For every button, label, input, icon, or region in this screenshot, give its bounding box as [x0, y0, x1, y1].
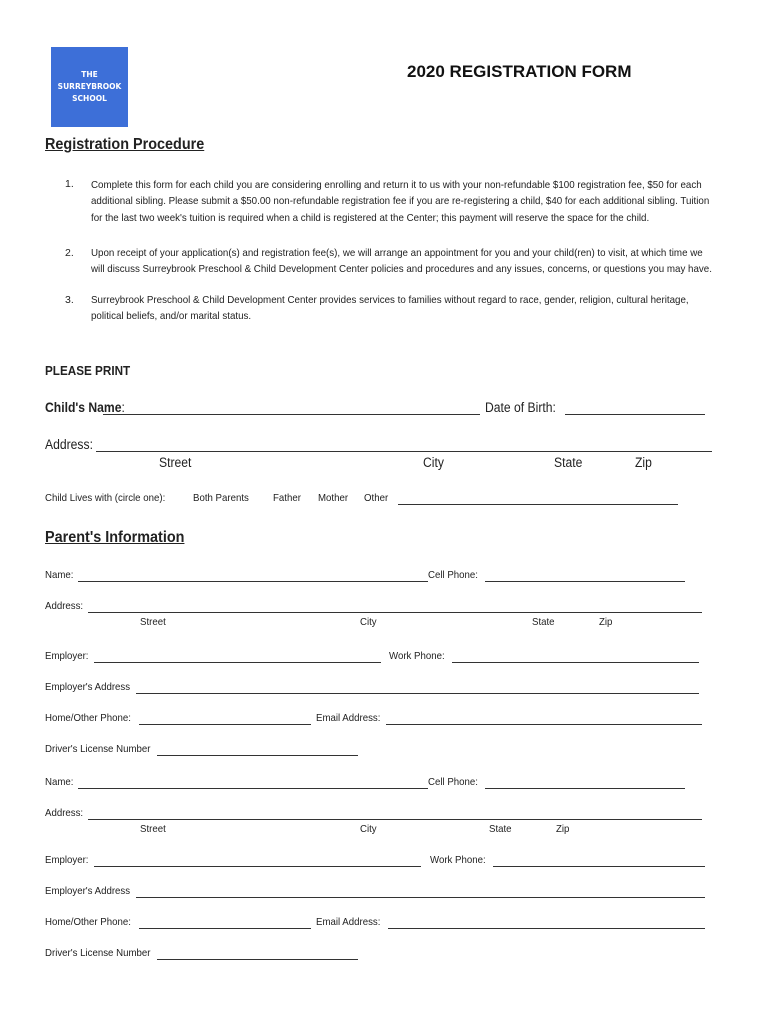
procedure-num-1: 1. [65, 178, 74, 190]
dob-label: Date of Birth: [485, 400, 556, 415]
p2-home-phone-label: Home/Other Phone: [45, 916, 131, 928]
logo-line-3: SCHOOL [72, 94, 107, 103]
p2-email-label: Email Address: [316, 916, 381, 928]
p1-address-label: Address: [45, 600, 84, 612]
child-name-row [45, 400, 125, 415]
dob-field[interactable] [565, 414, 705, 415]
p2-cell-field[interactable] [485, 788, 685, 789]
lives-with-label: Child Lives with (circle one): [45, 492, 166, 504]
p2-state-label: State [489, 823, 512, 835]
option-other[interactable]: Other [364, 492, 389, 504]
p2-email-field[interactable] [388, 928, 705, 929]
parent-heading: Parent's Information [45, 529, 185, 546]
procedure-num-3: 3. [65, 294, 74, 306]
p2-license-field[interactable] [157, 959, 358, 960]
p1-employer-address-field[interactable] [136, 693, 699, 694]
procedure-heading: Registration Procedure [45, 136, 205, 153]
child-name-field[interactable] [103, 414, 480, 415]
p2-name-field[interactable] [78, 788, 428, 789]
page-title: 2020 REGISTRATION FORM [407, 62, 632, 81]
procedure-item-1: Complete this form for each child you are considering enrolling and return it to us with your non-refundable $100 registration fee, $50 for each additional sibling. Please submit a $50.00 non-refundable registration fee if you are re-registering a child, $40 for each additional sibling. Tuition for the last two week's tuition is required when a child is registered at the Center; this payment will reserve the space for the child. [91, 179, 710, 224]
p2-work-phone-field[interactable] [493, 866, 705, 867]
child-address-field[interactable] [96, 451, 712, 452]
p1-state-label: State [532, 616, 555, 628]
p1-home-phone-label: Home/Other Phone: [45, 712, 131, 724]
p1-zip-label: Zip [599, 616, 613, 628]
p1-name-label: Name: [45, 569, 74, 581]
please-print-label: PLEASE PRINT [45, 363, 131, 378]
child-name-label: Child's Name [45, 400, 122, 415]
p2-employer-address-field[interactable] [136, 897, 705, 898]
child-city-label: City [423, 455, 444, 470]
p2-license-label: Driver's License Number [45, 947, 151, 959]
p1-street-label: Street [140, 616, 166, 628]
p1-email-label: Email Address: [316, 712, 381, 724]
p2-name-label: Name: [45, 776, 74, 788]
child-address-label: Address: [45, 437, 93, 452]
p2-city-label: City [360, 823, 377, 835]
p2-work-phone-label: Work Phone: [430, 854, 486, 866]
p2-employer-label: Employer: [45, 854, 89, 866]
procedure-item-3: Surreybrook Preschool & Child Development Center provides services to families without regard to race, gender, religion, cultural heritage, political beliefs, and/or marital status. [91, 294, 689, 323]
p1-employer-address-label: Employer's Address [45, 681, 131, 693]
p2-home-phone-field[interactable] [139, 928, 311, 929]
p2-street-label: Street [140, 823, 166, 835]
p2-employer-address-label: Employer's Address [45, 885, 131, 897]
p2-cell-label: Cell Phone: [428, 776, 478, 788]
other-field[interactable] [398, 504, 678, 505]
child-street-label: Street [159, 455, 192, 470]
p1-cell-label: Cell Phone: [428, 569, 478, 581]
p2-employer-field[interactable] [94, 866, 421, 867]
procedure-num-2: 2. [65, 247, 74, 259]
child-state-label: State [554, 455, 583, 470]
child-name-colon: : [121, 400, 125, 415]
p2-zip-label: Zip [556, 823, 570, 835]
option-both-parents[interactable]: Both Parents [193, 492, 249, 504]
p1-work-phone-label: Work Phone: [389, 650, 445, 662]
p2-address-field[interactable] [88, 819, 702, 820]
p1-employer-field[interactable] [94, 662, 381, 663]
procedure-item-2: Upon receipt of your application(s) and registration fee(s), we will arrange an appointment for you and your child(ren) to visit, at which time we will discuss Surreybrook Preschool & Child Development Center policies and procedures and any issues, concerns, or questions you may have. [91, 247, 712, 276]
p1-email-field[interactable] [386, 724, 702, 725]
p1-address-field[interactable] [88, 612, 702, 613]
p1-employer-label: Employer: [45, 650, 89, 662]
p1-work-phone-field[interactable] [452, 662, 699, 663]
p1-home-phone-field[interactable] [139, 724, 311, 725]
p1-name-field[interactable] [78, 581, 428, 582]
p2-address-label: Address: [45, 807, 84, 819]
school-logo [51, 47, 128, 127]
logo-line-2: SURREYBROOK [57, 82, 122, 91]
option-father[interactable]: Father [273, 492, 301, 504]
child-zip-label: Zip [635, 455, 652, 470]
p1-city-label: City [360, 616, 377, 628]
p1-cell-field[interactable] [485, 581, 685, 582]
p1-license-field[interactable] [157, 755, 358, 756]
logo-line-1: THE [81, 70, 98, 79]
option-mother[interactable]: Mother [318, 492, 349, 504]
p1-license-label: Driver's License Number [45, 743, 151, 755]
